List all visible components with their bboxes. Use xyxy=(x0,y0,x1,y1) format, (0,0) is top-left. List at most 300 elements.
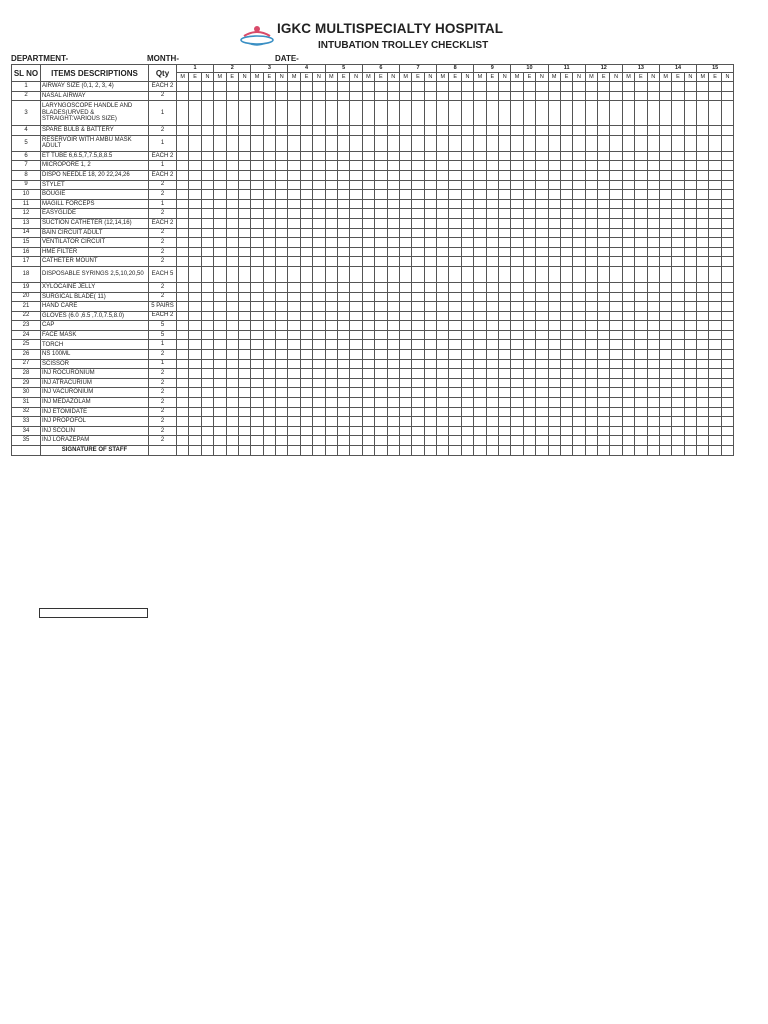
check-cell[interactable] xyxy=(399,330,411,340)
check-cell[interactable] xyxy=(325,257,337,267)
check-cell[interactable] xyxy=(474,302,486,312)
check-cell[interactable] xyxy=(684,218,696,228)
check-cell[interactable] xyxy=(536,101,548,126)
check-cell[interactable] xyxy=(387,302,399,312)
check-cell[interactable] xyxy=(238,91,250,101)
check-cell[interactable] xyxy=(238,378,250,388)
check-cell[interactable] xyxy=(362,292,374,302)
check-cell[interactable] xyxy=(177,101,189,126)
check-cell[interactable] xyxy=(276,180,288,190)
check-cell[interactable] xyxy=(585,91,597,101)
check-cell[interactable] xyxy=(709,91,721,101)
check-cell[interactable] xyxy=(449,82,461,92)
check-cell[interactable] xyxy=(214,398,226,408)
check-cell[interactable] xyxy=(709,199,721,209)
check-cell[interactable] xyxy=(251,209,263,219)
check-cell[interactable] xyxy=(449,228,461,238)
check-cell[interactable] xyxy=(486,388,498,398)
check-cell[interactable] xyxy=(573,417,585,427)
check-cell[interactable] xyxy=(276,436,288,446)
check-cell[interactable] xyxy=(325,292,337,302)
check-cell[interactable] xyxy=(412,135,424,151)
check-cell[interactable] xyxy=(288,247,300,257)
check-cell[interactable] xyxy=(449,426,461,436)
check-cell[interactable] xyxy=(511,388,523,398)
check-cell[interactable] xyxy=(214,330,226,340)
check-cell[interactable] xyxy=(474,91,486,101)
check-cell[interactable] xyxy=(226,330,238,340)
check-cell[interactable] xyxy=(300,340,312,350)
check-cell[interactable] xyxy=(573,321,585,331)
check-cell[interactable] xyxy=(647,282,659,292)
check-cell[interactable] xyxy=(672,398,684,408)
check-cell[interactable] xyxy=(684,330,696,340)
check-cell[interactable] xyxy=(474,350,486,360)
check-cell[interactable] xyxy=(622,321,634,331)
check-cell[interactable] xyxy=(622,91,634,101)
check-cell[interactable] xyxy=(610,247,622,257)
check-cell[interactable] xyxy=(201,180,213,190)
check-cell[interactable] xyxy=(338,257,350,267)
check-cell[interactable] xyxy=(659,350,671,360)
check-cell[interactable] xyxy=(189,218,201,228)
check-cell[interactable] xyxy=(412,388,424,398)
signature-cell[interactable] xyxy=(622,446,634,456)
check-cell[interactable] xyxy=(585,151,597,161)
check-cell[interactable] xyxy=(189,302,201,312)
check-cell[interactable] xyxy=(362,426,374,436)
check-cell[interactable] xyxy=(474,266,486,282)
check-cell[interactable] xyxy=(412,407,424,417)
check-cell[interactable] xyxy=(684,170,696,180)
check-cell[interactable] xyxy=(288,407,300,417)
check-cell[interactable] xyxy=(598,321,610,331)
check-cell[interactable] xyxy=(622,247,634,257)
check-cell[interactable] xyxy=(226,161,238,171)
check-cell[interactable] xyxy=(573,426,585,436)
check-cell[interactable] xyxy=(362,126,374,136)
check-cell[interactable] xyxy=(548,350,560,360)
check-cell[interactable] xyxy=(226,135,238,151)
check-cell[interactable] xyxy=(684,369,696,379)
check-cell[interactable] xyxy=(313,257,325,267)
check-cell[interactable] xyxy=(412,398,424,408)
check-cell[interactable] xyxy=(635,180,647,190)
check-cell[interactable] xyxy=(486,151,498,161)
signature-cell[interactable] xyxy=(697,446,709,456)
check-cell[interactable] xyxy=(536,282,548,292)
check-cell[interactable] xyxy=(214,199,226,209)
check-cell[interactable] xyxy=(523,199,535,209)
check-cell[interactable] xyxy=(313,218,325,228)
check-cell[interactable] xyxy=(214,417,226,427)
check-cell[interactable] xyxy=(659,266,671,282)
check-cell[interactable] xyxy=(424,161,436,171)
check-cell[interactable] xyxy=(226,209,238,219)
signature-cell[interactable] xyxy=(300,446,312,456)
check-cell[interactable] xyxy=(325,199,337,209)
check-cell[interactable] xyxy=(647,369,659,379)
check-cell[interactable] xyxy=(412,126,424,136)
check-cell[interactable] xyxy=(684,378,696,388)
check-cell[interactable] xyxy=(276,257,288,267)
check-cell[interactable] xyxy=(523,209,535,219)
check-cell[interactable] xyxy=(177,257,189,267)
check-cell[interactable] xyxy=(486,135,498,151)
check-cell[interactable] xyxy=(399,218,411,228)
check-cell[interactable] xyxy=(177,218,189,228)
check-cell[interactable] xyxy=(375,190,387,200)
check-cell[interactable] xyxy=(313,426,325,436)
check-cell[interactable] xyxy=(288,257,300,267)
check-cell[interactable] xyxy=(573,218,585,228)
check-cell[interactable] xyxy=(536,359,548,369)
check-cell[interactable] xyxy=(338,417,350,427)
check-cell[interactable] xyxy=(226,359,238,369)
check-cell[interactable] xyxy=(647,407,659,417)
check-cell[interactable] xyxy=(338,436,350,446)
check-cell[interactable] xyxy=(697,228,709,238)
check-cell[interactable] xyxy=(424,417,436,427)
check-cell[interactable] xyxy=(610,302,622,312)
check-cell[interactable] xyxy=(511,282,523,292)
check-cell[interactable] xyxy=(399,266,411,282)
check-cell[interactable] xyxy=(325,330,337,340)
check-cell[interactable] xyxy=(560,257,572,267)
check-cell[interactable] xyxy=(189,436,201,446)
check-cell[interactable] xyxy=(263,398,275,408)
check-cell[interactable] xyxy=(573,407,585,417)
check-cell[interactable] xyxy=(486,426,498,436)
check-cell[interactable] xyxy=(189,350,201,360)
check-cell[interactable] xyxy=(610,91,622,101)
check-cell[interactable] xyxy=(226,170,238,180)
check-cell[interactable] xyxy=(474,161,486,171)
check-cell[interactable] xyxy=(300,426,312,436)
check-cell[interactable] xyxy=(214,426,226,436)
check-cell[interactable] xyxy=(375,302,387,312)
check-cell[interactable] xyxy=(449,126,461,136)
check-cell[interactable] xyxy=(238,135,250,151)
check-cell[interactable] xyxy=(238,426,250,436)
check-cell[interactable] xyxy=(300,369,312,379)
check-cell[interactable] xyxy=(226,257,238,267)
check-cell[interactable] xyxy=(300,292,312,302)
check-cell[interactable] xyxy=(276,266,288,282)
check-cell[interactable] xyxy=(437,398,449,408)
check-cell[interactable] xyxy=(610,398,622,408)
check-cell[interactable] xyxy=(474,135,486,151)
check-cell[interactable] xyxy=(536,321,548,331)
check-cell[interactable] xyxy=(325,369,337,379)
check-cell[interactable] xyxy=(684,126,696,136)
check-cell[interactable] xyxy=(412,311,424,321)
check-cell[interactable] xyxy=(573,378,585,388)
check-cell[interactable] xyxy=(536,135,548,151)
check-cell[interactable] xyxy=(238,199,250,209)
check-cell[interactable] xyxy=(635,369,647,379)
check-cell[interactable] xyxy=(560,359,572,369)
check-cell[interactable] xyxy=(585,426,597,436)
check-cell[interactable] xyxy=(449,257,461,267)
check-cell[interactable] xyxy=(697,82,709,92)
check-cell[interactable] xyxy=(424,388,436,398)
check-cell[interactable] xyxy=(721,151,733,161)
check-cell[interactable] xyxy=(214,350,226,360)
check-cell[interactable] xyxy=(548,436,560,446)
signature-cell[interactable] xyxy=(276,446,288,456)
check-cell[interactable] xyxy=(325,161,337,171)
check-cell[interactable] xyxy=(461,161,473,171)
check-cell[interactable] xyxy=(424,238,436,248)
check-cell[interactable] xyxy=(672,436,684,446)
check-cell[interactable] xyxy=(647,190,659,200)
check-cell[interactable] xyxy=(560,340,572,350)
check-cell[interactable] xyxy=(560,398,572,408)
check-cell[interactable] xyxy=(647,340,659,350)
check-cell[interactable] xyxy=(288,126,300,136)
check-cell[interactable] xyxy=(499,350,511,360)
check-cell[interactable] xyxy=(536,369,548,379)
check-cell[interactable] xyxy=(263,247,275,257)
check-cell[interactable] xyxy=(573,302,585,312)
check-cell[interactable] xyxy=(499,257,511,267)
check-cell[interactable] xyxy=(697,426,709,436)
check-cell[interactable] xyxy=(387,311,399,321)
check-cell[interactable] xyxy=(474,378,486,388)
check-cell[interactable] xyxy=(635,91,647,101)
check-cell[interactable] xyxy=(486,180,498,190)
check-cell[interactable] xyxy=(449,247,461,257)
check-cell[interactable] xyxy=(548,417,560,427)
check-cell[interactable] xyxy=(362,91,374,101)
check-cell[interactable] xyxy=(424,436,436,446)
check-cell[interactable] xyxy=(573,330,585,340)
check-cell[interactable] xyxy=(511,330,523,340)
check-cell[interactable] xyxy=(251,350,263,360)
check-cell[interactable] xyxy=(251,238,263,248)
check-cell[interactable] xyxy=(449,350,461,360)
check-cell[interactable] xyxy=(622,266,634,282)
check-cell[interactable] xyxy=(560,151,572,161)
check-cell[interactable] xyxy=(201,302,213,312)
check-cell[interactable] xyxy=(635,417,647,427)
check-cell[interactable] xyxy=(548,238,560,248)
check-cell[interactable] xyxy=(573,340,585,350)
check-cell[interactable] xyxy=(622,398,634,408)
check-cell[interactable] xyxy=(635,199,647,209)
check-cell[interactable] xyxy=(251,426,263,436)
check-cell[interactable] xyxy=(412,199,424,209)
check-cell[interactable] xyxy=(399,101,411,126)
check-cell[interactable] xyxy=(523,292,535,302)
check-cell[interactable] xyxy=(523,238,535,248)
check-cell[interactable] xyxy=(449,321,461,331)
check-cell[interactable] xyxy=(598,161,610,171)
check-cell[interactable] xyxy=(350,170,362,180)
check-cell[interactable] xyxy=(263,340,275,350)
check-cell[interactable] xyxy=(622,369,634,379)
check-cell[interactable] xyxy=(387,161,399,171)
check-cell[interactable] xyxy=(499,101,511,126)
signature-cell[interactable] xyxy=(598,446,610,456)
check-cell[interactable] xyxy=(585,407,597,417)
check-cell[interactable] xyxy=(276,209,288,219)
check-cell[interactable] xyxy=(189,282,201,292)
check-cell[interactable] xyxy=(536,407,548,417)
check-cell[interactable] xyxy=(622,378,634,388)
check-cell[interactable] xyxy=(536,209,548,219)
check-cell[interactable] xyxy=(226,426,238,436)
check-cell[interactable] xyxy=(560,218,572,228)
check-cell[interactable] xyxy=(622,101,634,126)
check-cell[interactable] xyxy=(499,282,511,292)
check-cell[interactable] xyxy=(610,330,622,340)
check-cell[interactable] xyxy=(313,199,325,209)
check-cell[interactable] xyxy=(610,135,622,151)
check-cell[interactable] xyxy=(523,302,535,312)
check-cell[interactable] xyxy=(189,82,201,92)
check-cell[interactable] xyxy=(263,126,275,136)
check-cell[interactable] xyxy=(560,266,572,282)
check-cell[interactable] xyxy=(647,218,659,228)
check-cell[interactable] xyxy=(684,417,696,427)
check-cell[interactable] xyxy=(486,126,498,136)
check-cell[interactable] xyxy=(499,190,511,200)
check-cell[interactable] xyxy=(424,190,436,200)
check-cell[interactable] xyxy=(189,426,201,436)
check-cell[interactable] xyxy=(721,282,733,292)
check-cell[interactable] xyxy=(226,218,238,228)
check-cell[interactable] xyxy=(647,170,659,180)
check-cell[interactable] xyxy=(709,417,721,427)
check-cell[interactable] xyxy=(214,369,226,379)
check-cell[interactable] xyxy=(399,388,411,398)
check-cell[interactable] xyxy=(610,238,622,248)
check-cell[interactable] xyxy=(672,311,684,321)
check-cell[interactable] xyxy=(560,91,572,101)
check-cell[interactable] xyxy=(598,91,610,101)
check-cell[interactable] xyxy=(461,302,473,312)
check-cell[interactable] xyxy=(486,340,498,350)
check-cell[interactable] xyxy=(412,292,424,302)
check-cell[interactable] xyxy=(659,218,671,228)
check-cell[interactable] xyxy=(313,247,325,257)
check-cell[interactable] xyxy=(536,82,548,92)
check-cell[interactable] xyxy=(276,311,288,321)
check-cell[interactable] xyxy=(610,292,622,302)
check-cell[interactable] xyxy=(622,417,634,427)
check-cell[interactable] xyxy=(709,266,721,282)
check-cell[interactable] xyxy=(362,238,374,248)
check-cell[interactable] xyxy=(461,330,473,340)
check-cell[interactable] xyxy=(238,350,250,360)
check-cell[interactable] xyxy=(325,436,337,446)
check-cell[interactable] xyxy=(300,436,312,446)
check-cell[interactable] xyxy=(214,126,226,136)
check-cell[interactable] xyxy=(350,302,362,312)
check-cell[interactable] xyxy=(177,426,189,436)
check-cell[interactable] xyxy=(511,161,523,171)
check-cell[interactable] xyxy=(585,228,597,238)
check-cell[interactable] xyxy=(598,180,610,190)
check-cell[interactable] xyxy=(499,209,511,219)
check-cell[interactable] xyxy=(288,378,300,388)
check-cell[interactable] xyxy=(709,135,721,151)
check-cell[interactable] xyxy=(276,330,288,340)
check-cell[interactable] xyxy=(300,161,312,171)
check-cell[interactable] xyxy=(313,82,325,92)
check-cell[interactable] xyxy=(523,161,535,171)
check-cell[interactable] xyxy=(684,209,696,219)
check-cell[interactable] xyxy=(499,378,511,388)
check-cell[interactable] xyxy=(585,190,597,200)
check-cell[interactable] xyxy=(313,340,325,350)
check-cell[interactable] xyxy=(449,292,461,302)
check-cell[interactable] xyxy=(276,247,288,257)
check-cell[interactable] xyxy=(238,388,250,398)
check-cell[interactable] xyxy=(177,190,189,200)
check-cell[interactable] xyxy=(313,180,325,190)
check-cell[interactable] xyxy=(177,388,189,398)
check-cell[interactable] xyxy=(238,321,250,331)
check-cell[interactable] xyxy=(300,170,312,180)
check-cell[interactable] xyxy=(647,417,659,427)
check-cell[interactable] xyxy=(622,161,634,171)
check-cell[interactable] xyxy=(437,218,449,228)
check-cell[interactable] xyxy=(697,282,709,292)
check-cell[interactable] xyxy=(226,82,238,92)
check-cell[interactable] xyxy=(449,302,461,312)
check-cell[interactable] xyxy=(536,180,548,190)
check-cell[interactable] xyxy=(598,311,610,321)
check-cell[interactable] xyxy=(499,407,511,417)
check-cell[interactable] xyxy=(548,161,560,171)
check-cell[interactable] xyxy=(523,180,535,190)
check-cell[interactable] xyxy=(189,126,201,136)
check-cell[interactable] xyxy=(201,209,213,219)
check-cell[interactable] xyxy=(511,82,523,92)
check-cell[interactable] xyxy=(177,311,189,321)
check-cell[interactable] xyxy=(523,228,535,238)
check-cell[interactable] xyxy=(523,247,535,257)
check-cell[interactable] xyxy=(424,135,436,151)
check-cell[interactable] xyxy=(214,282,226,292)
check-cell[interactable] xyxy=(263,180,275,190)
check-cell[interactable] xyxy=(338,190,350,200)
check-cell[interactable] xyxy=(350,180,362,190)
check-cell[interactable] xyxy=(511,170,523,180)
check-cell[interactable] xyxy=(238,82,250,92)
check-cell[interactable] xyxy=(437,266,449,282)
check-cell[interactable] xyxy=(622,340,634,350)
check-cell[interactable] xyxy=(499,199,511,209)
check-cell[interactable] xyxy=(350,82,362,92)
check-cell[interactable] xyxy=(536,126,548,136)
check-cell[interactable] xyxy=(350,340,362,350)
check-cell[interactable] xyxy=(399,247,411,257)
check-cell[interactable] xyxy=(362,190,374,200)
check-cell[interactable] xyxy=(721,350,733,360)
check-cell[interactable] xyxy=(350,151,362,161)
check-cell[interactable] xyxy=(635,340,647,350)
check-cell[interactable] xyxy=(263,417,275,427)
check-cell[interactable] xyxy=(647,350,659,360)
check-cell[interactable] xyxy=(499,398,511,408)
check-cell[interactable] xyxy=(437,311,449,321)
check-cell[interactable] xyxy=(461,91,473,101)
check-cell[interactable] xyxy=(474,292,486,302)
